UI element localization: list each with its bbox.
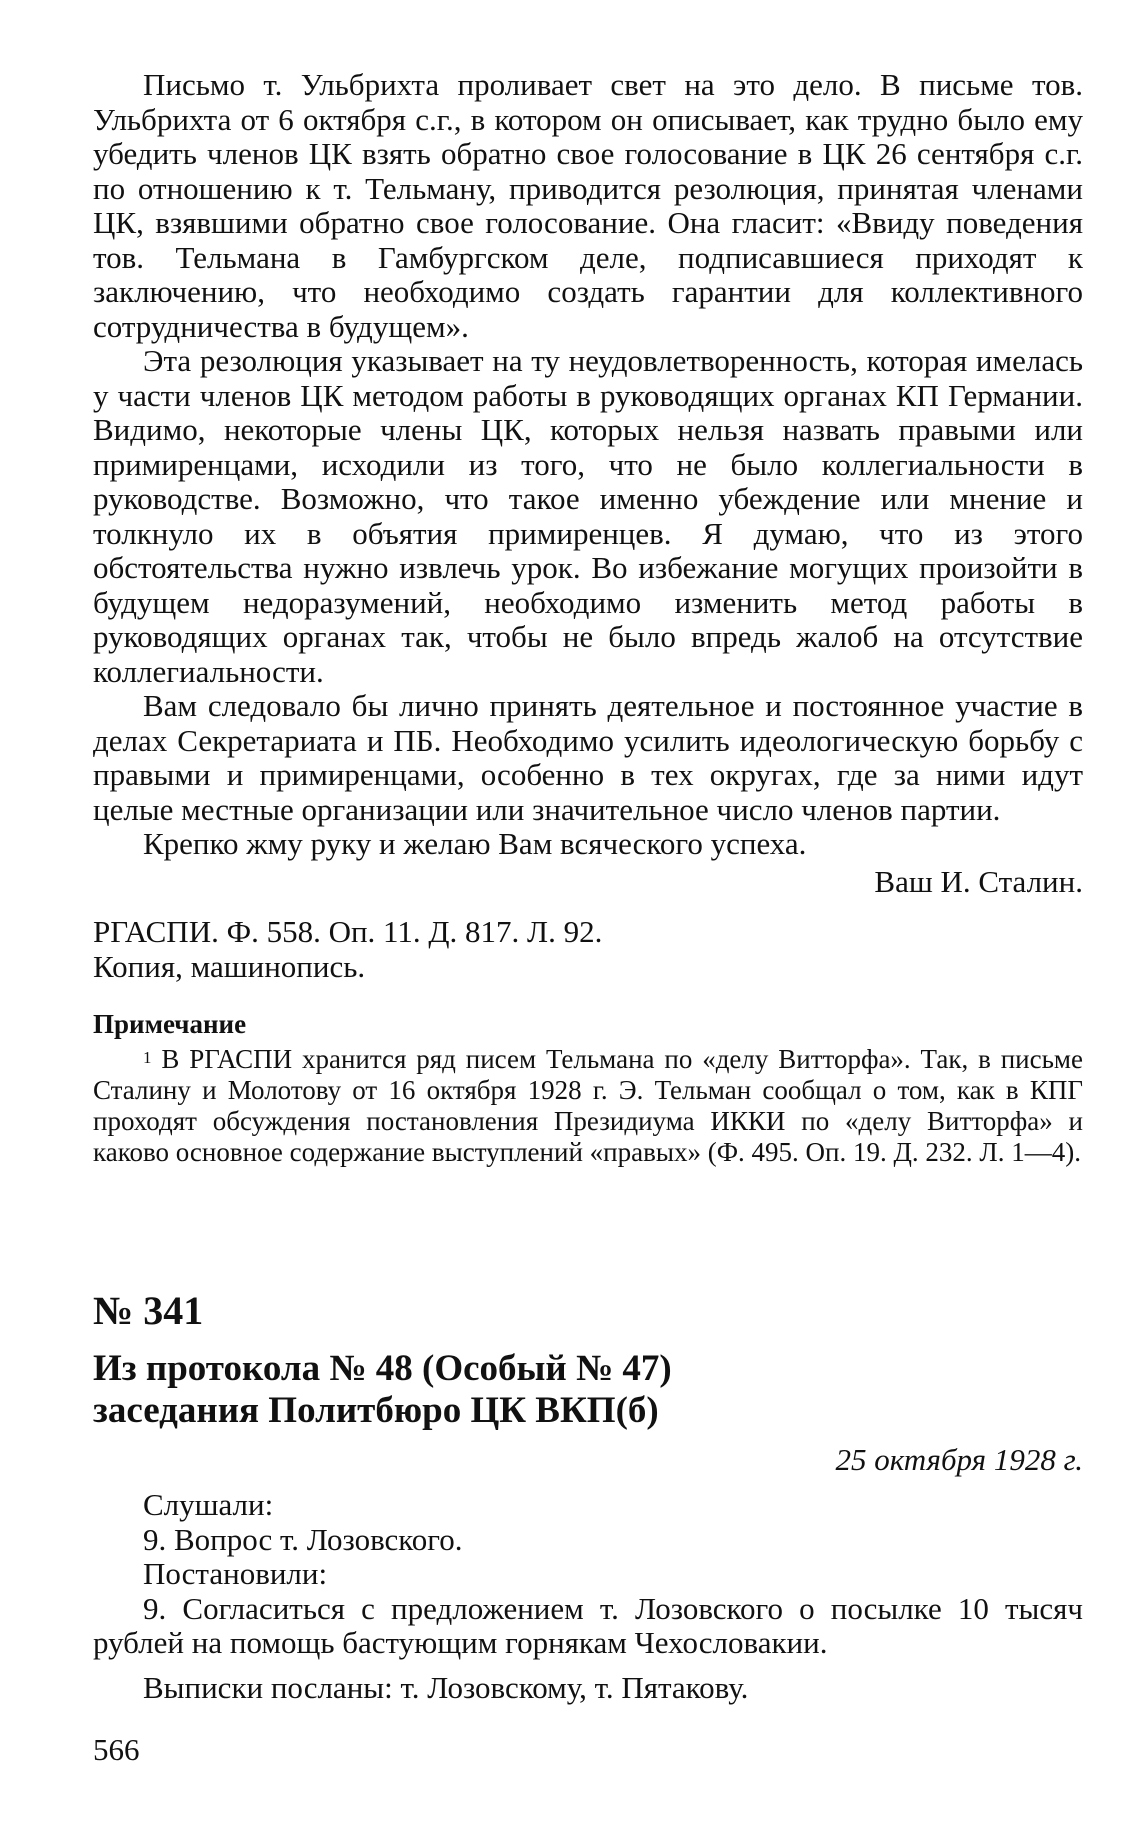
heard-item: 9. Вопрос т. Лозовского. (143, 1521, 463, 1557)
letter-paragraph: Письмо т. Ульбрихта проливает свет на это дело. В письме тов. Ульбрихта от 6 октября с.г., в котором он описывает, как трудно было ему убедить членов ЦК взять обратно свое голосование в ЦК 26 сентября с.г. по отношению к т. Тельману, приводится резолюция, принятая членами ЦК, взявшими обратно свое голосование. Она гласит: «Ввиду поведения тов. Тельмана в Гамбургском деле, подписавшиеся приходят к заключению, что необходимо создать гарантии для коллективного сотрудничества в будущем». (93, 67, 1083, 344)
letter-paragraph: Эта резолюция указывает на ту неудовлетворенность, которая имелась у части членов ЦК методом работы в руководящих органах КП Германии. Видимо, некоторые члены ЦК, которых нельзя назвать правыми или примиренцами, исходили из того, что не было коллегиальности в руководстве. Возможно, что такое именно убеждение или мнение и толкнуло их в объятия примиренцев. Я думаю, что из этого обстоятельства нужно извлечь урок. Во избежание могущих произойти в будущем недоразумений, необходимо изменить метод работы в руководящих органах так, чтобы не было впредь жалоб на отсутствие коллегиальности. (93, 343, 1083, 689)
signature: Ваш И. Сталин. (874, 863, 1083, 899)
note-heading: Примечание (93, 1009, 247, 1039)
archive-reference: РГАСПИ. Ф. 558. Оп. 11. Д. 817. Л. 92. (93, 914, 603, 949)
footnote (93, 1044, 1083, 1168)
resolved-label: Постановили: (143, 1556, 328, 1591)
footnote-body: В РГАСПИ хранится ряд писем Тельмана по «делу Витторфа». Так, в письме Сталину и Молотову от 16 октября 1928 г. Э. Тельман сообщал о том, как в КПГ проходят обсуждения постановления Президиума ИККИ по «делу Витторфа» и каково основное содержание выступлений «правых» (Ф. 495. Оп. 19. Д. 232. Л. 1—4). (93, 1044, 1083, 1167)
source-reference (93, 915, 1083, 984)
copy-type: Копия, машинопись. (93, 948, 366, 984)
document-number: № 341 (93, 1288, 204, 1333)
protocol-body (93, 1488, 1083, 1705)
document-title-line-1: Из протокола № 48 (Особый № 47) (93, 1348, 672, 1389)
letter-paragraph: Вам следовало бы лично принять деятельное и постоянное участие в делах Секретариата и ПБ. Необходимо усилить идеологическую борьбу с правыми и примиренцами, особенно в тех округах, где за ними идут целые местные организации или значительное число членов партии. (93, 688, 1083, 827)
footnote-text (93, 1044, 1083, 1168)
page-number: 566 (93, 1732, 140, 1767)
letter-body (93, 68, 1083, 1168)
extracts-sent: Выписки посланы: т. Лозовскому, т. Пятакову. (143, 1669, 749, 1705)
footnote-marker: 1 (143, 1048, 152, 1067)
heard-label: Слушали: (143, 1487, 274, 1522)
document-date: 25 октября 1928 г. (835, 1442, 1083, 1477)
resolved-item: 9. Согласиться с предложением т. Лозовского о посылке 10 тысяч рублей на помощь бастующим горнякам Чехословакии. (93, 1590, 1083, 1660)
letter-paragraph: Крепко жму руку и желаю Вам всяческого успеха. (143, 826, 807, 861)
document-title-line-2: заседания Политбюро ЦК ВКП(б) (93, 1390, 659, 1431)
document-341 (93, 1288, 1083, 1705)
